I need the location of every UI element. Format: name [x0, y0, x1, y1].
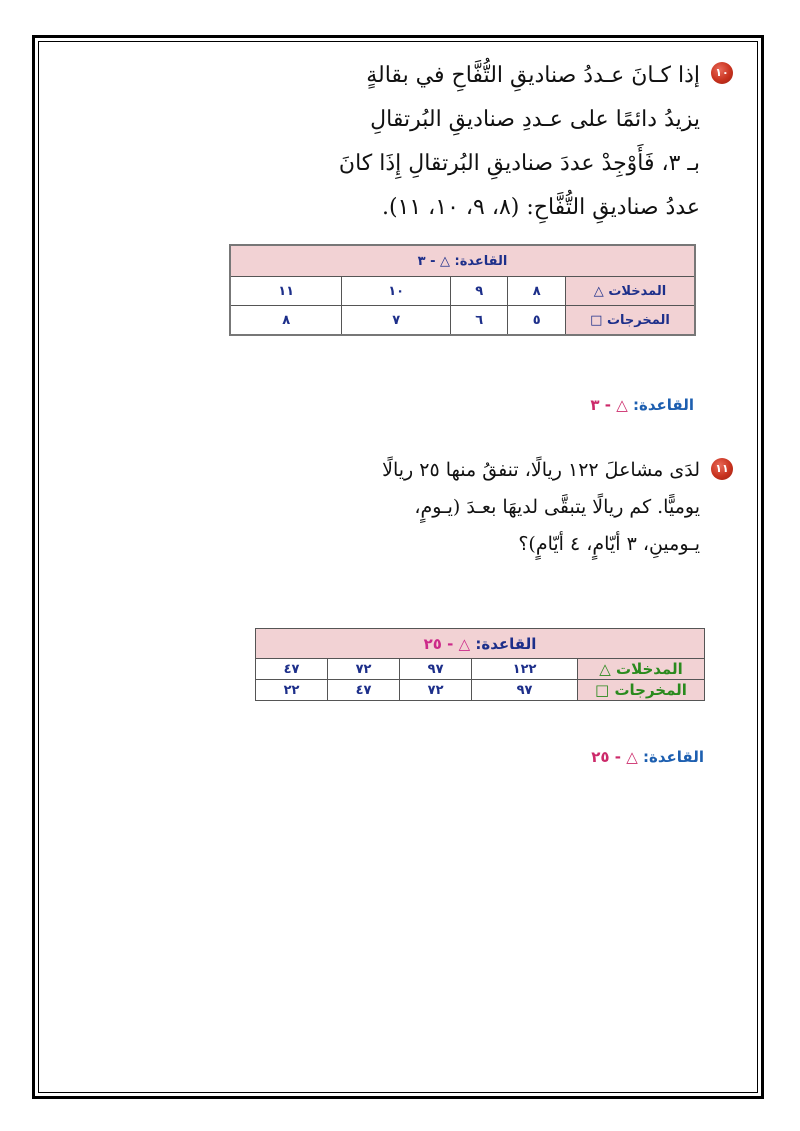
outputs-label: المخرجات □ [578, 680, 705, 701]
problem-number-badge: ١٠ [711, 62, 733, 84]
rule-table [255, 628, 705, 701]
rule-header [256, 629, 705, 659]
problem-line: يوميًّا. كم ريالًا يتبقَّى لديهَا بعـدَ (يـومٍ، [414, 496, 700, 518]
problem-text [338, 54, 700, 230]
rule-header: القاعدة: △ - ٣ [230, 245, 695, 277]
rule-label: القاعدة: [475, 634, 537, 653]
output-cell: ٢٢ [256, 680, 328, 701]
inputs-label: المدخلات △ [578, 659, 705, 680]
answer-rule [590, 396, 694, 414]
problem-line: بـ ٣، فَأَوْجِدْ عددَ صناديقِ البُرتقالِ إِذَا كانَ [338, 151, 700, 176]
answer-label: القاعدة: [633, 396, 694, 414]
output-cell: ٤٧ [328, 680, 400, 701]
answer-expression: △ - ٣ [590, 396, 628, 414]
input-cell: ١٢٢ [472, 659, 578, 680]
output-cell: ٧ [342, 306, 451, 336]
output-cell: ٩٧ [472, 680, 578, 701]
outputs-label: المخرجات □ [566, 306, 696, 336]
problem-line: يزيدُ دائمًا على عـددِ صناديقِ البُرتقالِ [370, 107, 700, 132]
output-cell: ٦ [450, 306, 508, 336]
problem-line: لدَى مشاعلَ ١٢٢ ريالًا، تنفقُ منها ٢٥ ريالًا [382, 459, 700, 481]
answer-rule [591, 748, 704, 766]
problem-line: عددُ صناديقِ التُّفَّاحِ: (٨، ٩، ١٠، ١١). [381, 195, 700, 220]
input-cell: ٩٧ [400, 659, 472, 680]
input-cell: ٩ [450, 277, 508, 306]
rule-table [229, 244, 696, 336]
input-cell: ١٠ [342, 277, 451, 306]
answer-expression: △ - ٢٥ [591, 748, 638, 766]
rule-expression: △ - ٢٥ [423, 634, 471, 653]
problem-line: يـومينِ، ٣ أيّامٍ، ٤ أيّامٍ)؟ [518, 533, 700, 555]
answer-label: القاعدة: [643, 748, 704, 766]
output-cell: ٥ [508, 306, 566, 336]
input-cell: ٧٢ [328, 659, 400, 680]
input-cell: ١١ [230, 277, 342, 306]
output-cell: ٧٢ [400, 680, 472, 701]
output-cell: ٨ [230, 306, 342, 336]
input-cell: ٤٧ [256, 659, 328, 680]
problem-line: إذا كـانَ عـددُ صناديقِ التُّفَّاحِ في بقالةٍ [366, 63, 700, 88]
input-cell: ٨ [508, 277, 566, 306]
problem-number-badge: ١١ [711, 458, 733, 480]
problem-text [355, 452, 700, 563]
inputs-label: المدخلات △ [566, 277, 696, 306]
